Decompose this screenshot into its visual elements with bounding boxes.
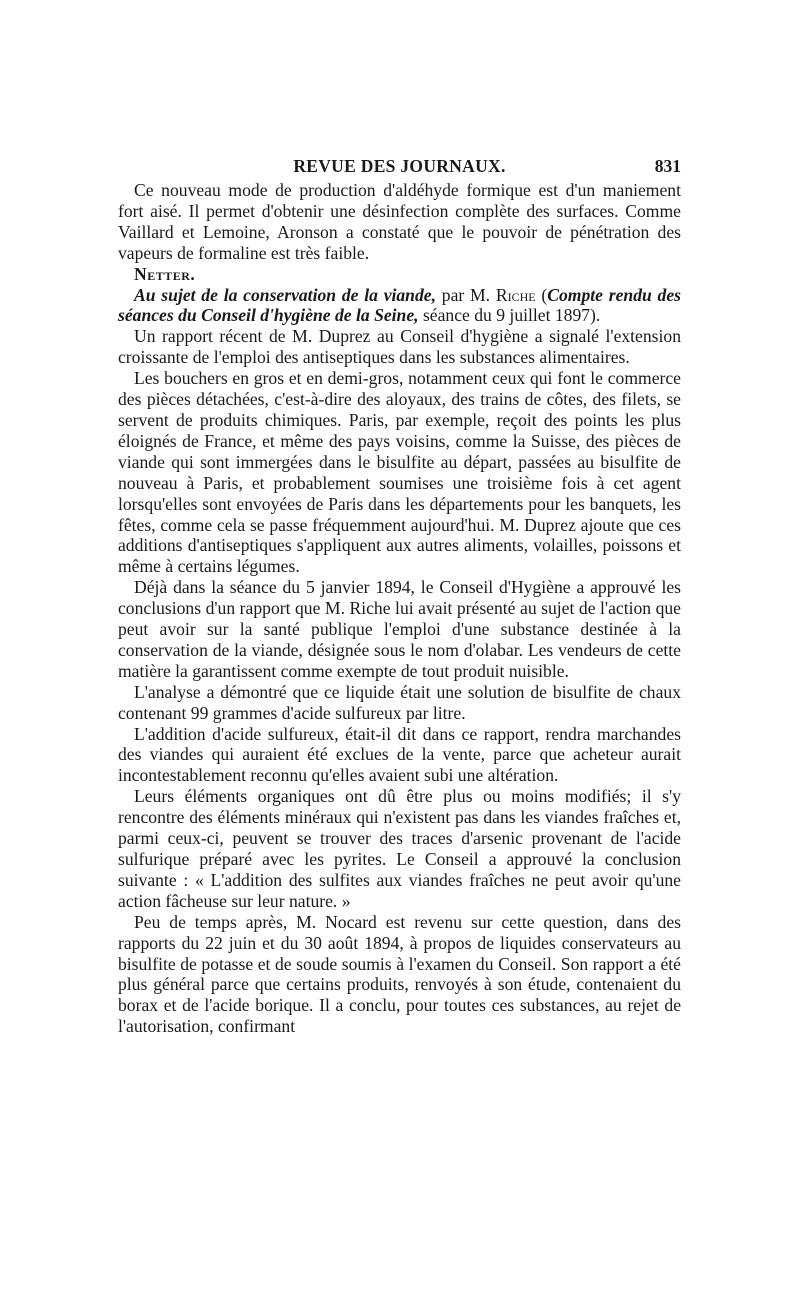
article-date: séance du 9 juillet 1897). <box>418 305 601 326</box>
prev-article-signature: Netter. <box>134 263 196 284</box>
article-paragraph-2: Les bouchers en gros et en demi-gros, notamment ceux qui font le commerce des pièces détachées, c'est-à-dire des aloyaux, des trains de côtes, des filets, se servent de produits chimiques. Paris, par exemple, reçoit des points les plus éloignés de France, et même des pays voisins, comme la Suisse, des pièces de viande qui sont immergées dans le bisulfite au départ, passées au bisulfite de nouveau à Paris, et probablement soumises une troisième fois à cet agent lorsqu'elles sont envoyées de Paris dans les départements pour les banquets, les fêtes, comme cela se passe fréquemment aujourd'hui. M. Duprez ajoute que ces additions d'antiseptiques s'appliquent aux autres aliments, volailles, poissons et même à certains légumes. <box>118 368 681 577</box>
article-paragraph-4: L'analyse a démontré que ce liquide était une solution de bisulfite de chaux contenant 99 grammes d'acide sulfureux par litre. <box>118 681 681 723</box>
article-paragraph-6: Leurs éléments organiques ont dû être plus ou moins modifiés; il s'y rencontre des éléments minéraux qui n'existent pas dans les viandes fraîches et, parmi ceux-ci, peuvent se trouver des traces d'arsenic provenant de l'acide sulfurique préparé avec les pyrites. Le Conseil a approuvé la conclusion suivante : « L'addition des sulfites aux viandes fraîches ne peut avoir qu'une action fâcheuse sur leur nature. » <box>118 786 681 911</box>
journal-section-title: REVUE DES JOURNAUX. <box>293 156 506 176</box>
page-body <box>118 180 681 1037</box>
running-header <box>118 156 681 180</box>
article-source: Compte rendu des séances du Conseil d'hygiène de la Seine, <box>118 284 682 326</box>
article-paragraph-3: Déjà dans la séance du 5 janvier 1894, le Conseil d'Hygiène a approuvé les conclusions d'un rapport que M. Riche lui avait présenté au sujet de l'action que peut avoir sur la santé publique l'emploi d'une substance destinée à la conservation de la viande, désignée sous le nom d'olabar. Les vendeurs de cette matière la garantissent comme exempte de tout produit nuisible. <box>118 577 681 681</box>
page-number: 831 <box>654 156 681 176</box>
article-paragraph-5: L'addition d'acide sulfureux, était-il dit dans ce rapport, rendra marchandes des viandes qui auraient été exclues de la vente, parce que acheteur aurait incontestablement reconnu qu'elles avaient subi une altération. <box>118 723 681 786</box>
prev-article-paragraph: Ce nouveau mode de production d'aldéhyde formique est d'un maniement fort aisé. Il permet d'obtenir une désinfection complète des surfaces. Comme Vaillard et Lemoine, Aronson a constaté que le pouvoir de pénétration des vapeurs de formaline est très faible. <box>118 180 681 263</box>
article-paragraph-1: Un rapport récent de M. Duprez au Conseil d'hygiène a signalé l'extension croissante de l'emploi des antiseptiques dans les substances alimentaires. <box>118 326 681 368</box>
article-paragraph-7: Peu de temps après, M. Nocard est revenu sur cette question, dans des rapports du 22 juin et du 30 août 1894, à propos de liquides conservateurs au bisulfite de potasse et de soude soumis à l'examen du Conseil. Son rapport a été plus général parce que certains produits, renvoyés à son étude, contenaient du borax et de l'acide borique. Il a conclu, pour toutes ces substances, au rejet de l'autorisation, confirmant <box>118 911 681 1037</box>
article-heading: Au sujet de la conservation de la viande, par M. Riche (Compte rendu des séances du Conseil d'hygiène de la Seine, séance du 9 juillet 1897). <box>118 284 682 326</box>
article-title: Au sujet de la conservation de la viande, <box>134 284 436 305</box>
article-author: Riche <box>495 284 536 305</box>
